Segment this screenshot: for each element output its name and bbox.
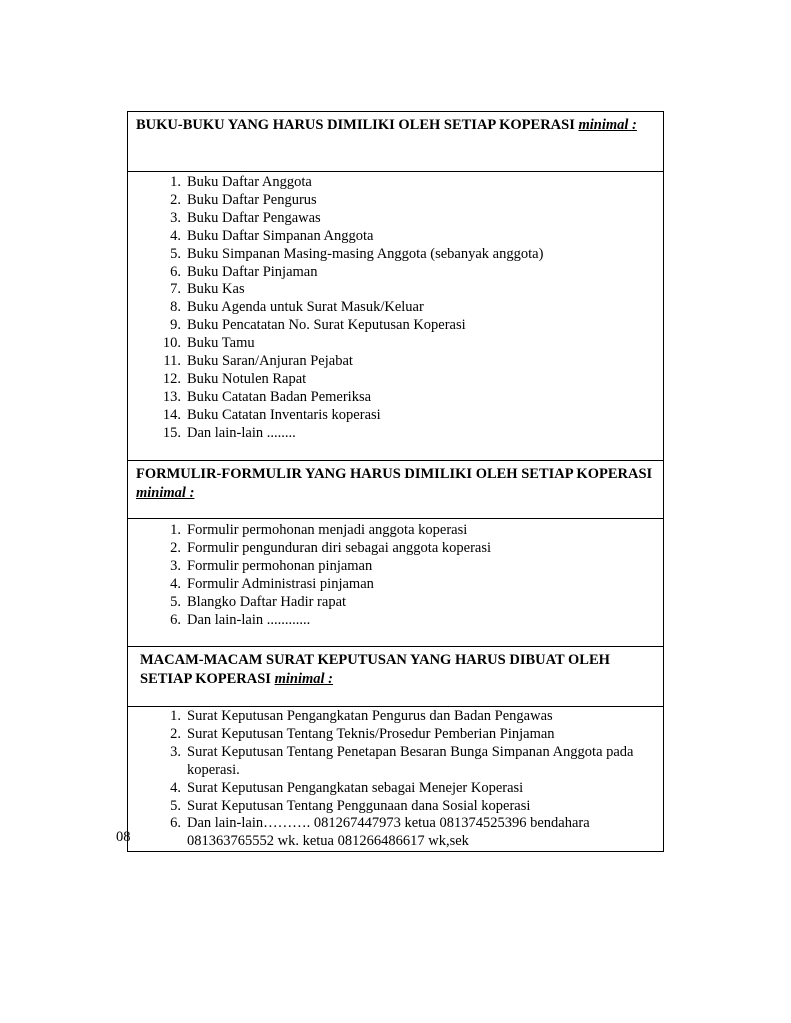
item-number: 12.	[162, 370, 181, 387]
item-number: 6.	[170, 611, 181, 628]
heading-emphasis: minimal :	[274, 671, 333, 687]
item-text: Buku Simpanan Masing-masing Anggota (sebanyak anggota)	[187, 245, 544, 262]
list-item	[128, 246, 663, 264]
item-number: 1.	[170, 522, 181, 538]
item-number: 7.	[170, 281, 181, 298]
item-text: Buku Catatan Inventaris koperasi	[187, 406, 381, 423]
list-item	[128, 708, 663, 726]
item-text: Buku Tamu	[187, 335, 255, 352]
item-text: Buku Notulen Rapat	[187, 370, 307, 387]
item-text: Surat Keputusan Tentang Penggunaan dana Sosial koperasi	[187, 797, 531, 814]
item-number: 6.	[170, 815, 181, 832]
list-item	[128, 815, 663, 851]
item-number: 4.	[170, 779, 181, 796]
item-text: Buku Agenda untuk Surat Masuk/Keluar	[187, 299, 424, 316]
section-heading-buku	[128, 112, 664, 172]
list-item	[128, 726, 663, 744]
item-number: 1.	[170, 174, 181, 190]
item-number: 10.	[162, 335, 181, 352]
item-text: Blangko Daftar Hadir rapat	[187, 593, 347, 610]
list-item	[128, 798, 663, 816]
item-number: 3.	[170, 557, 181, 574]
heading-text: FORMULIR-FORMULIR YANG HARUS DIMILIKI OLEH SETIAP KOPERASI	[136, 466, 653, 482]
section-heading-formulir	[128, 461, 664, 519]
list-item	[128, 264, 663, 282]
item-number: 2.	[170, 539, 181, 556]
list-item	[128, 576, 663, 594]
item-text: Buku Daftar Anggota	[187, 174, 312, 190]
item-number: 4.	[170, 227, 181, 244]
section-list-buku	[128, 172, 664, 461]
item-text: Surat Keputusan Pengangkatan Pengurus dan Badan Pengawas	[187, 708, 553, 724]
item-number: 5.	[170, 797, 181, 814]
heading-emphasis: minimal :	[578, 117, 637, 133]
item-number: 9.	[170, 317, 181, 334]
list-item	[128, 540, 663, 558]
item-number: 1.	[170, 708, 181, 724]
item-number: 5.	[170, 593, 181, 610]
list-item	[128, 744, 663, 780]
list-item	[128, 228, 663, 246]
list-item	[128, 522, 663, 540]
list-item	[128, 612, 663, 630]
heading-text: MACAM-MACAM SURAT KEPUTUSAN YANG HARUS DIBUAT OLEH SETIAP KOPERASI	[140, 652, 610, 687]
item-text: Dan lain-lain ............	[187, 611, 311, 628]
item-text: Surat Keputusan Tentang Teknis/Prosedur Pemberian Pinjaman	[187, 725, 555, 742]
item-text: Surat Keputusan Tentang Penetapan Besaran Bunga Simpanan Anggota pada koperasi.	[187, 743, 634, 778]
item-number: 2.	[170, 725, 181, 742]
item-text: Formulir pengunduran diri sebagai anggota koperasi	[187, 539, 492, 556]
list-item	[128, 335, 663, 353]
item-number: 4.	[170, 575, 181, 592]
item-text: Buku Catatan Badan Pemeriksa	[187, 388, 372, 405]
list-item	[128, 558, 663, 576]
item-number: 15.	[162, 424, 181, 441]
item-text: Formulir permohonan pinjaman	[187, 557, 373, 574]
item-number: 6.	[170, 263, 181, 280]
list-item	[128, 210, 663, 228]
item-number: 11.	[163, 353, 181, 370]
item-number: 3.	[170, 743, 181, 760]
section-list-formulir	[128, 519, 664, 647]
item-text: Buku Pencatatan No. Surat Keputusan Koperasi	[187, 317, 466, 334]
item-number: 3.	[170, 209, 181, 226]
item-text: Dan lain-lain………. 081267447973 ketua 081374525396 bendahara 081363765552 wk. ketua 081266486617 wk,sek	[187, 815, 590, 850]
list-item	[128, 425, 663, 443]
document-table	[127, 111, 664, 852]
heading-emphasis: minimal :	[136, 485, 195, 501]
item-text: Dan lain-lain ........	[187, 424, 296, 441]
item-text: Formulir permohonan menjadi anggota koperasi	[187, 522, 468, 538]
list-item	[128, 353, 663, 371]
item-text: Formulir Administrasi pinjaman	[187, 575, 374, 592]
item-number: 14.	[162, 406, 181, 423]
list-item	[128, 594, 663, 612]
item-number: 5.	[170, 245, 181, 262]
item-number: 13.	[162, 388, 181, 405]
heading-text: BUKU-BUKU YANG HARUS DIMILIKI OLEH SETIAP KOPERASI	[136, 117, 575, 133]
section-list-surat-keputusan	[128, 707, 664, 852]
list-item	[128, 299, 663, 317]
item-text: Buku Saran/Anjuran Pejabat	[187, 353, 353, 370]
item-number: 2.	[170, 191, 181, 208]
list-item	[128, 780, 663, 798]
item-text: Surat Keputusan Pengangkatan sebagai Menejer Koperasi	[187, 779, 524, 796]
list-item	[128, 389, 663, 407]
list-item	[128, 407, 663, 425]
item-text: Buku Kas	[187, 281, 245, 298]
page-number: 08	[116, 829, 131, 845]
list-item	[128, 281, 663, 299]
item-text: Buku Daftar Pengurus	[187, 191, 317, 208]
item-number: 8.	[170, 299, 181, 316]
item-text: Buku Daftar Pinjaman	[187, 263, 318, 280]
list-item	[128, 192, 663, 210]
list-item	[128, 371, 663, 389]
item-text: Buku Daftar Pengawas	[187, 209, 321, 226]
item-text: Buku Daftar Simpanan Anggota	[187, 227, 374, 244]
section-heading-surat-keputusan	[128, 647, 664, 707]
list-item	[128, 317, 663, 335]
list-item	[128, 174, 663, 192]
